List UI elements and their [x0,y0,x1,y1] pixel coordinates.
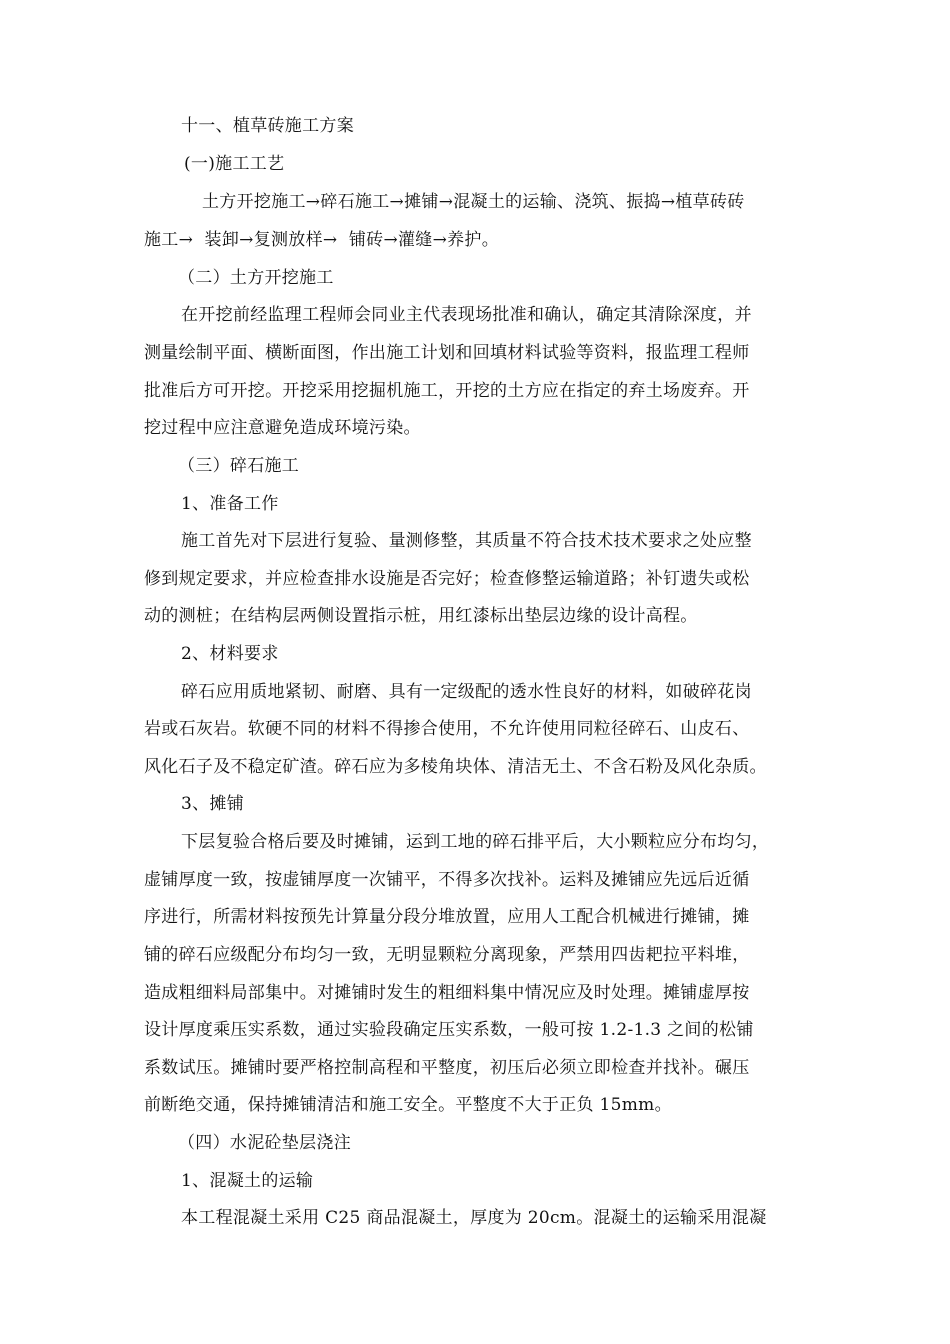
materials-paragraph-line: 碎石应用质地紧韧、耐磨、具有一定级配的透水性良好的材料，如破碎花岗 [181,682,752,702]
earthwork-paragraph-line: 批准后方可开挖。开挖采用挖掘机施工，开挖的土方应在指定的弃土场废弃。开 [144,381,750,401]
earthwork-paragraph-line: 测量绘制平面、横断面图，作出施工计划和回填材料试验等资料，报监理工程师 [144,343,750,363]
paving-paragraph-line: 造成粗细料局部集中。对摊铺时发生的粗细料集中情况应及时处理。摊铺虚厚按 [144,983,750,1003]
preparation-paragraph-line: 施工首先对下层进行复验、量测修整，其质量不符合技术技术要求之处应整 [181,531,752,551]
paving-paragraph-line: 前断绝交通，保持摊铺清洁和施工安全。平整度不大于正负 15mm。 [144,1095,672,1115]
preparation-paragraph-line: 修到规定要求，并应检查排水设施是否完好；检查修整运输道路；补钉遗失或松 [144,569,750,589]
section-title: 十一、植草砖施工方案 [181,116,354,136]
heading-construction-process: (一)施工工艺 [184,154,285,174]
process-flow-line-1: 土方开挖施工→碎石施工→摊铺→混凝土的运输、浇筑、振捣→植草砖砖 [202,192,745,212]
heading-concrete-transport: 1、混凝土的运输 [181,1171,314,1191]
paving-paragraph-line: 铺的碎石应级配分布均匀一致，无明显颗粒分离现象，严禁用四齿耙拉平料堆， [144,945,750,965]
heading-materials: 2、材料要求 [181,644,279,664]
paving-paragraph-line: 下层复验合格后要及时摊铺，运到工地的碎石排平后，大小颗粒应分布均匀， [181,832,770,852]
heading-gravel: （三）碎石施工 [178,456,300,476]
heading-earthwork: （二）土方开挖施工 [178,268,334,288]
transport-paragraph-line: 本工程混凝土采用 C25 商品混凝土，厚度为 20cm。混凝土的运输采用混凝 [181,1208,767,1228]
materials-paragraph-line: 风化石子及不稳定矿渣。碎石应为多棱角块体、清洁无土、不含石粉及风化杂质。 [144,757,767,777]
process-flow-line-2: 施工→ 装卸→复测放样→ 铺砖→灌缝→养护。 [144,230,500,250]
materials-paragraph-line: 岩或石灰岩。软硬不同的材料不得掺合使用，不允许使用同粒径碎石、山皮石、 [144,719,750,739]
paving-paragraph-line: 序进行，所需材料按预先计算量分段分堆放置，应用人工配合机械进行摊铺，摊 [144,907,750,927]
heading-cushion-pouring: （四）水泥砼垫层浇注 [178,1133,351,1153]
earthwork-paragraph-line: 在开挖前经监理工程师会同业主代表现场批准和确认，确定其清除深度，并 [181,305,752,325]
heading-paving: 3、摊铺 [181,794,245,814]
preparation-paragraph-line: 动的测桩；在结构层两侧设置指示桩，用红漆标出垫层边缘的设计高程。 [144,606,698,626]
paving-paragraph-line: 虚铺厚度一致，按虚铺厚度一次铺平，不得多次找补。运料及摊铺应先远后近循 [144,870,750,890]
paving-paragraph-line: 系数试压。摊铺时要严格控制高程和平整度，初压后必须立即检查并找补。碾压 [144,1058,750,1078]
earthwork-paragraph-line: 挖过程中应注意避免造成环境污染。 [144,418,421,438]
paving-paragraph-line: 设计厚度乘压实系数，通过实验段确定压实系数，一般可按 1.2-1.3 之间的松铺 [144,1020,754,1040]
heading-preparation: 1、准备工作 [181,494,279,514]
